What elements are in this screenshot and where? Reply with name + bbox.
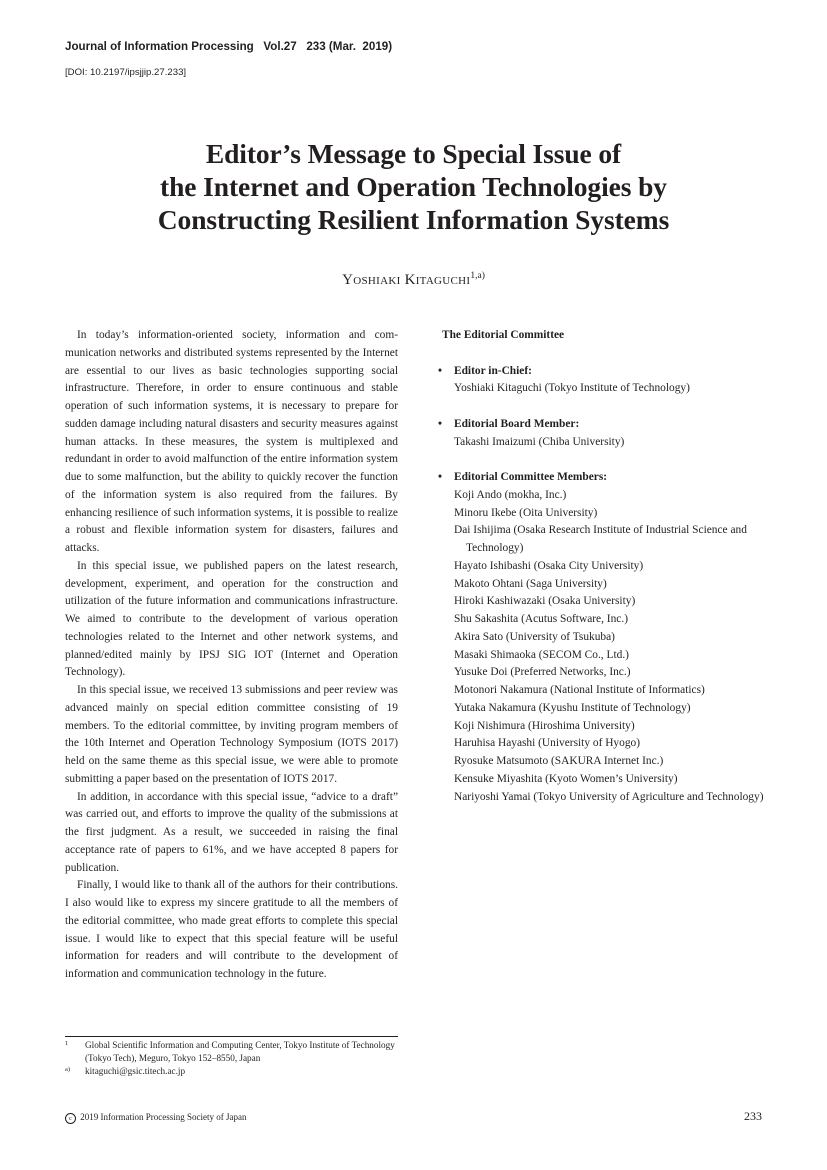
committee-member: Makoto Ohtani (Saga University) bbox=[454, 577, 607, 590]
body-text bbox=[65, 327, 398, 984]
title-line: Constructing Resilient Information Systems bbox=[157, 204, 670, 235]
body-paragraph: In this special issue, we received 13 submissions and peer review was advanced mainly on special edition committee consisting of 19 members. To the editorial committee, by inviting program members of the 10th Internet and Operation Technology Symposium (IOTS 2017) held on the same theme as this special issue, we were able to promote submitting a paper based on the presentation of IOTS 2017. bbox=[65, 684, 398, 785]
committee-group bbox=[437, 469, 767, 806]
footnote-mark: a) bbox=[65, 1066, 71, 1073]
journal-citation: Journal of Information Processing Vol.27 233 (Mar. 2019) bbox=[65, 40, 393, 53]
committee-groups bbox=[437, 363, 767, 807]
footnote bbox=[65, 1039, 398, 1065]
body-paragraph: In this special issue, we published papers on the latest research, development, experiment, and operation for the construction and utilization of the future information and communications infrastructure. We aimed to contribute to the development of various operation technologies related to the Internet and other network systems, and planned/edited mainly by IPSJ SIG IOT (Internet and Operation Technology). bbox=[65, 559, 398, 679]
committee-member: Nariyoshi Yamai (Tokyo University of Agriculture and Technology) bbox=[454, 790, 764, 803]
bullet-icon: • bbox=[438, 364, 442, 377]
footnote bbox=[65, 1065, 398, 1078]
body-paragraph: In today’s information-oriented society, information and communication networks and distributed systems represented by the Internet are essential to our lives as basic technologies supporting social infrastructure. Therefore, in order to ensure continuous and stable operation of such information systems, it is necessary to prepare for sudden damage including natural disasters and security measures against human attacks. In these measures, the system is multiplexed and redundant in order to avoid malfunction of the entire information system due to some malfunction, but the ability to quickly recover the function of the information system is also required from the failures. By enhancing resilience of such information systems, it is possible to realize a robust and flexible information system for disasters, failures and attacks. bbox=[65, 329, 398, 554]
committee-group-heading bbox=[437, 469, 767, 487]
committee-member: Yusuke Doi (Preferred Networks, Inc.) bbox=[454, 666, 631, 679]
committee-member: Dai Ishijima (Osaka Research Institute of Industrial Science and Technology) bbox=[454, 524, 747, 554]
committee-member: Hayato Ishibashi (Osaka City University) bbox=[454, 559, 644, 572]
committee-member: Yoshiaki Kitaguchi (Tokyo Institute of Technology) bbox=[454, 382, 690, 395]
committee-member: Haruhisa Hayashi (University of Hyogo) bbox=[454, 737, 641, 750]
committee-member: Masaki Shimaoka (SECOM Co., Ltd.) bbox=[454, 648, 629, 661]
title-line: Editor’s Message to Special Issue of bbox=[205, 138, 622, 169]
committee-member: Kensuke Miyashita (Kyoto Women’s University) bbox=[454, 772, 678, 785]
committee-member: Hiroki Kashiwazaki (Osaka University) bbox=[454, 595, 636, 608]
committee-member: Koji Ando (mokha, Inc.) bbox=[454, 488, 567, 501]
body-paragraph: In addition, in accordance with this special issue, “advice to a draft” was carried out, and efforts to improve the quality of the submissions at the first judgment. As a result, we succeeded in raising the final acceptance rate of papers to 61%, and we have accepted 8 papers for publication. bbox=[65, 790, 398, 874]
article-title bbox=[100, 137, 727, 236]
committee-member: Akira Sato (University of Tsukuba) bbox=[454, 630, 615, 643]
bullet-icon: • bbox=[438, 471, 442, 483]
editorial-committee bbox=[437, 327, 767, 806]
committee-group bbox=[437, 416, 767, 452]
committee-member: Motonori Nakamura (National Institute of Informatics) bbox=[454, 684, 705, 696]
body-paragraph: Finally, I would like to thank all of the authors for their contributions. I also would like to express my sincere gratitude to all the members of the editorial committee, who made great efforts to complete this special issue. I would like to expect that this special feature will be useful information for readers and will contribute to the development of information and communication technology in the future. bbox=[65, 879, 398, 980]
committee-group-label: Editorial Board Member: bbox=[454, 417, 580, 430]
committee-group-label: Editorial Committee Members: bbox=[454, 471, 608, 483]
footnote-mark: 1 bbox=[65, 1040, 69, 1047]
copyright-notice bbox=[65, 1112, 246, 1124]
committee-group-label: Editor in-Chief: bbox=[454, 364, 532, 377]
author-affiliation-mark: 1,a) bbox=[470, 271, 485, 281]
footnote-rule bbox=[65, 1036, 398, 1037]
committee-group-heading bbox=[437, 416, 767, 434]
committee-title: The Editorial Committee bbox=[442, 329, 565, 341]
bullet-icon: • bbox=[438, 417, 442, 430]
footnote-text: kitaguchi@gsic.titech.ac.jp bbox=[85, 1066, 186, 1076]
author-name: Yoshiaki Kitaguchi bbox=[342, 272, 471, 288]
copyright-text: 2019 Information Processing Society of Japan bbox=[80, 1112, 247, 1122]
page-number: 233 bbox=[744, 1109, 762, 1123]
committee-group bbox=[437, 363, 767, 399]
committee-member: Minoru Ikebe (Oita University) bbox=[454, 506, 598, 519]
copyright-symbol: c bbox=[65, 1113, 76, 1124]
committee-group-heading bbox=[437, 363, 767, 381]
committee-member: Yutaka Nakamura (Kyushu Institute of Technology) bbox=[454, 701, 691, 714]
committee-member: Takashi Imaizumi (Chiba University) bbox=[454, 435, 625, 448]
footnotes bbox=[65, 1039, 398, 1078]
committee-member: Ryosuke Matsumoto (SAKURA Internet Inc.) bbox=[454, 755, 664, 767]
footnote-text: Global Scientific Information and Computing Center, Tokyo Institute of Technology (Tokyo Tech), Meguro, Tokyo 152–8550, Japan bbox=[85, 1040, 395, 1063]
committee-member: Koji Nishimura (Hiroshima University) bbox=[454, 719, 635, 732]
doi-line: [DOI: 10.2197/ipsjjip.27.233] bbox=[65, 67, 187, 78]
title-line: the Internet and Operation Technologies by bbox=[160, 171, 667, 202]
committee-member: Shu Sakashita (Acutus Software, Inc.) bbox=[454, 613, 628, 625]
author-line bbox=[100, 271, 727, 289]
